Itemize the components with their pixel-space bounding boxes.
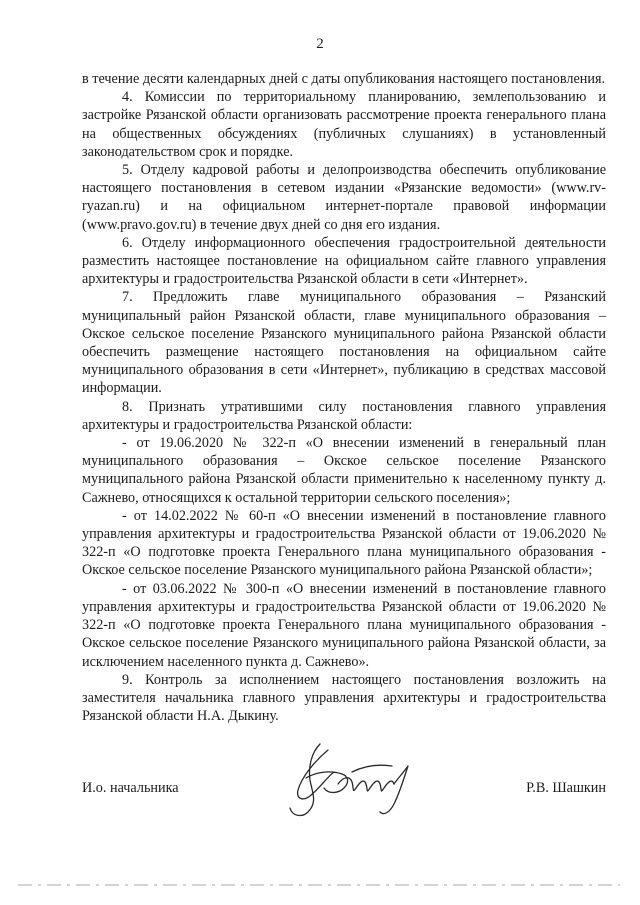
signatory-position: И.о. начальника — [82, 780, 179, 796]
handwritten-signature — [268, 732, 428, 822]
paragraph-item-8: 8. Признать утратившими силу постановления главного управления архитектуры и градостроительства Рязанской области: — [82, 398, 606, 433]
paragraph-item-8-sub-3: - от 03.06.2022 № 300-п «О внесении изменений в постановление главного управления архитектуры и градостроительства Рязанской области от 19.06.2020 № 322-п «О подготовке проекта Генерального плана муниципального образования - Окское сельское поселение Рязанского муниципального района Рязанской области, за исключением населенного пункта д. Сажнево». — [82, 580, 606, 670]
signature-block — [82, 780, 606, 802]
paragraph-item-4: 4. Комиссии по территориальному планированию, землепользованию и застройке Рязанской области организовать рассмотрение проекта генерального плана на общественных обсуждениях (публичных слушаниях) в установленный законодательством срок и порядке. — [82, 89, 606, 160]
signatory-name: Р.В. Шашкин — [526, 780, 606, 796]
paragraph-item-6: 6. Отделу информационного обеспечения градостроительной деятельности разместить настоящее постановление на официальном сайте главного управления архитектуры и градостроительства Рязанской области в сети «Интернет». — [82, 234, 606, 288]
paragraph-item-8-sub-2: - от 14.02.2022 № 60-п «О внесении изменений в постановление главного управления архитектуры и градостроительства Рязанской области от 19.06.2020 № 322-п «О подготовке проекта Генерального плана муниципального образования - Окское сельское поселение Рязанского муниципального района Рязанской области»; — [82, 507, 606, 579]
paragraph-continuation: в течение десяти календарных дней с даты опубликования настоящего постановления. — [82, 71, 606, 87]
page-number: 2 — [316, 36, 324, 52]
paragraph-item-5: 5. Отделу кадровой работы и делопроизводства обеспечить опубликование настоящего постановления в сетевом издании «Рязанские ведомости» (www.rv-ryazan.ru) и на официальном интернет-портале правовой информации (www.pravo.gov.ru) в течение двух дней со дня его издания. — [82, 162, 606, 233]
document-body — [82, 70, 606, 725]
footer-scan-border — [0, 884, 640, 886]
paragraph-item-7: 7. Предложить главе муниципального образования – Рязанский муниципальный район Рязанской области, главе муниципального образования – Окское сельское поселение Рязанского муниципального района Рязанской области обеспечить размещение настоящего постановления на официальном сайте муниципального образования в сети «Интернет», публикацию в средствах массовой информации. — [82, 289, 606, 397]
paragraph-item-8-sub-1: - от 19.06.2020 № 322-п «О внесении изменений в генеральный план муниципального образования – Окское сельское поселение Рязанского муниципального района Рязанской области применительно к населенному пункту д. Сажнево, относящихся к остальной территории сельского поселения»; — [82, 435, 606, 506]
paragraph-item-9: 9. Контроль за исполнением настоящего постановления возложить на заместителя начальника главного управления архитектуры и градостроительства Рязанской области Н.А. Дыкину. — [82, 671, 606, 725]
